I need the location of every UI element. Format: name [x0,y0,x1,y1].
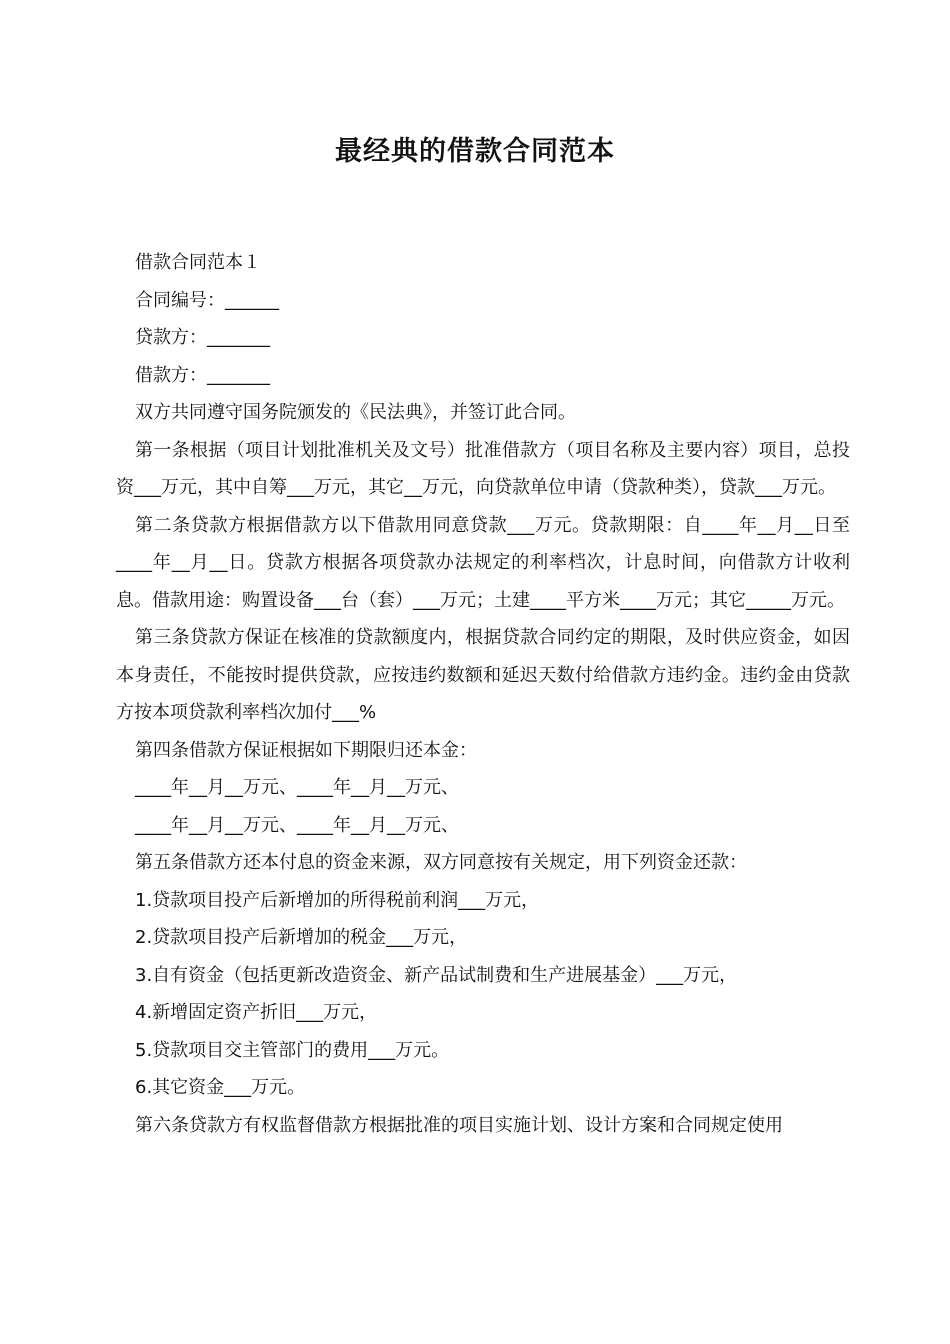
contract-heading: 借款合同范本１ [135,252,261,273]
lender-line: 贷款方：_______ [135,327,270,348]
article-4-paragraph: 第四条借款方保证根据如下期限归还本金： [135,739,477,761]
article-1-paragraph: 第一条根据（项目计划批准机关及文号）批准借款方（项目名称及主要内容）项目，总投资___万元，其中自筹___万元，其它__万元，向贷款单位申请（贷款种类），贷款___万元。 [116,439,850,498]
borrower-line: 借款方：_______ [135,364,270,386]
article-5-paragraph: 第五条借款方还本付息的资金来源，双方同意按有关规定，用下列资金还款： [135,852,747,873]
article-6-paragraph: 第六条贷款方有权监督借款方根据批准的项目实施计划、设计方案和合同规定使用 [135,1114,783,1136]
preamble-paragraph: 双方共同遵守国务院颁发的《民法典》，并签订此合同。 [135,402,576,423]
funding-source-item: 3.自有资金（包括更新改造资金、新产品试制费和生产进展基金）___万元， [135,964,738,986]
repayment-schedule-line: ____年__月__万元、____年__月__万元、 [135,777,459,798]
article-3-paragraph: 第三条贷款方保证在核准的贷款额度内，根据贷款合同约定的期限，及时供应资金，如因本身责任，不能按时提供贷款，应按违约数额和延迟天数付给借款方违约金。违约金由贷款方按本项贷款利率档次加付___% [116,627,850,723]
funding-source-item: 4.新增固定资产折旧___万元， [135,1002,378,1023]
repayment-schedule-line: ____年__月__万元、____年__月__万元、 [135,814,459,836]
document-body [116,244,850,1144]
funding-source-item: 6.其它资金___万元。 [135,1077,306,1098]
article-2-paragraph: 第二条贷款方根据借款方以下借款用同意贷款___万元。贷款期限：自____年__月__日至____年__月__日。贷款方根据各项贷款办法规定的利率档次，计息时间，向借款方计收利息。借款用途：购置设备___台（套）___万元；土建____平方米____万元；其它_____万元。 [116,514,850,611]
funding-source-item: 2.贷款项目投产后新增加的税金___万元， [135,927,468,948]
document-title: 最经典的借款合同范本 [335,136,615,167]
contract-number-line: 合同编号：______ [135,289,279,311]
funding-source-item: 5.贷款项目交主管部门的费用___万元。 [135,1039,450,1061]
funding-source-item: 1.贷款项目投产后新增加的所得税前利润___万元， [135,889,540,911]
